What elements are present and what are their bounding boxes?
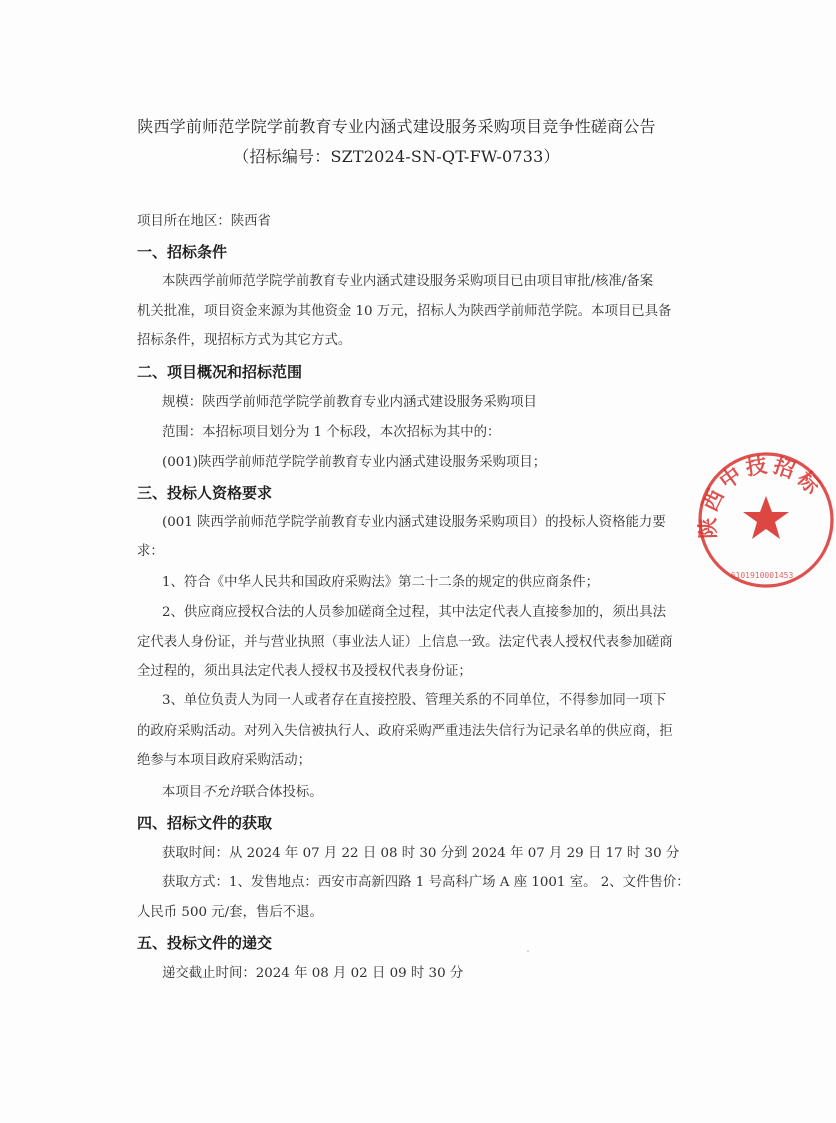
section1-line: 招标条件，现招标方式为其它方式。	[137, 333, 352, 348]
section3-line: 1、符合《中华人民共和国政府采购法》第二十二条的规定的供应商条件；	[162, 575, 600, 590]
consortium-prefix: 本项目	[162, 785, 203, 800]
section4-heading: 四、招标文件的获取	[137, 814, 273, 832]
section2-line: 规模：陕西学前师范学院学前教育专业内涵式建设服务采购项目	[162, 395, 537, 410]
section3-heading: 三、投标人资格要求	[137, 484, 273, 502]
section1-line: 机关批准，项目资金来源为其他资金 10 万元，招标人为陕西学前师范学院。本项目已具备	[137, 304, 672, 319]
tender-code: （招标编号：SZT2024-SN-QT-FW-0733）	[233, 147, 560, 166]
section3-line: 的政府采购活动。对列入失信被执行人、政府采购严重违法失信行为记录名单的供应商，拒	[137, 724, 673, 739]
document-title: 陕西学前师范学院学前教育专业内涵式建设服务采购项目竞争性磋商公告	[137, 117, 656, 136]
section3-line: 3、单位负责人为同一人或者存在直接控股、管理关系的不同单位，不得参加同一项下	[162, 693, 666, 708]
section5-line: 递交截止时间：2024 年 08 月 02 日 09 时 30 分	[162, 966, 464, 981]
consortium-suffix: 联合体投标。	[242, 785, 323, 800]
seal-star-icon	[743, 496, 789, 539]
section1-heading: 一、招标条件	[137, 243, 228, 261]
section2-line: 范围：本招标项目划分为 1 个标段，本次招标为其中的：	[162, 425, 501, 440]
scan-dot	[527, 950, 529, 952]
consortium-line	[162, 784, 323, 802]
seal-text: 陕西中技招标	[695, 452, 828, 539]
section3-line: (001 陕西学前师范学院学前教育专业内涵式建设服务采购项目）的投标人资格能力要	[162, 515, 666, 530]
section3-line: 全过程的，须出具法定代表人授权书及授权代表身份证；	[137, 664, 472, 679]
company-seal-stamp	[696, 450, 836, 590]
section4-line: 获取方式：1、发售地点：西安市高新四路 1 号高科广场 A 座 1001 室。 2、文件售价：	[162, 875, 690, 890]
section2-heading: 二、项目概况和招标范围	[137, 363, 303, 381]
section3-line: 定代表人身份证，并与营业执照（事业法人证）上信息一致。法定代表人授权代表参加磋商	[137, 635, 673, 650]
section1-line: 本陕西学前师范学院学前教育专业内涵式建设服务采购项目已由项目审批/核准/备案	[162, 274, 654, 289]
section4-line: 获取时间：从 2024 年 07 月 22 日 08 时 30 分到 2024 年 07 月 29 日 17 时 30 分	[162, 846, 680, 861]
seal-serial: 6101910001453	[730, 571, 794, 580]
section3-line: 求：	[137, 544, 164, 559]
consortium-emphasis: 不允许	[202, 785, 243, 800]
section4-line: 人民币 500 元/套，售后不退。	[137, 905, 323, 920]
section3-line: 绝参与本项目政府采购活动；	[137, 753, 312, 768]
section3-line: 2、供应商应授权合法的人员参加磋商全过程，其中法定代表人直接参加的，须出具法	[162, 605, 666, 620]
project-region: 项目所在地区：陕西省	[137, 214, 271, 229]
section2-line: (001)陕西学前师范学院学前教育专业内涵式建设服务采购项目；	[162, 455, 547, 470]
section5-heading: 五、投标文件的递交	[137, 934, 273, 952]
